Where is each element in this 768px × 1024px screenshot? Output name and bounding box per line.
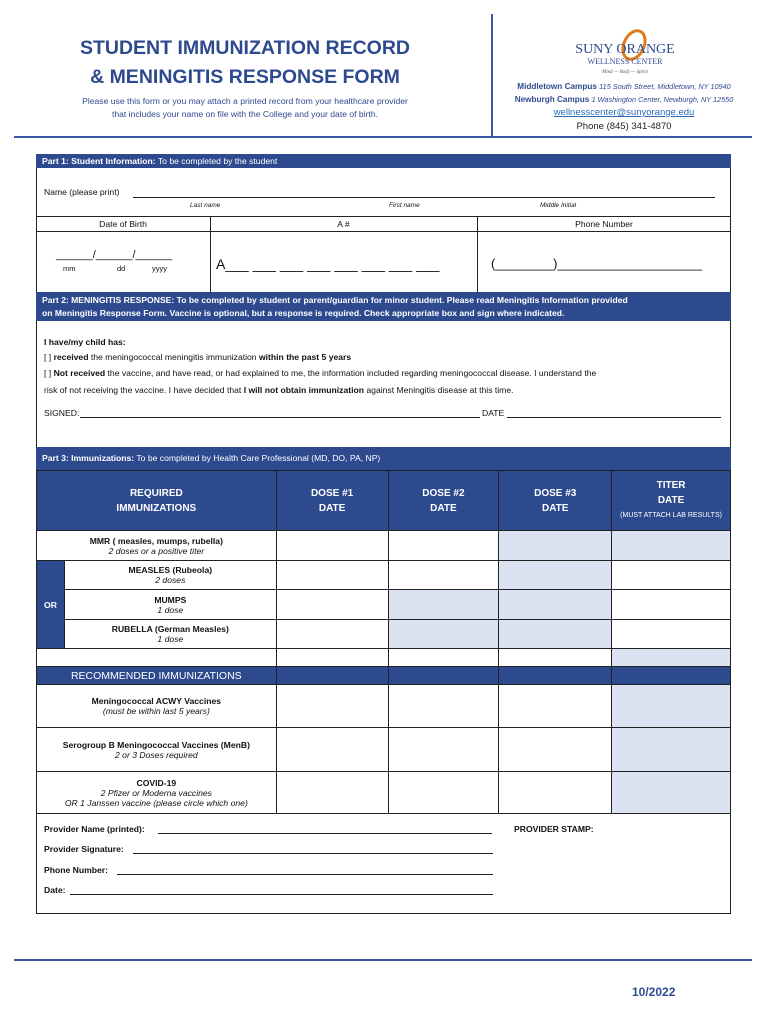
email-link[interactable]: wellnesscenter@sunyorange.edu (553, 107, 695, 118)
table-cell (276, 649, 388, 667)
provider-signature-input[interactable] (133, 853, 493, 854)
header-rule (14, 136, 752, 138)
dose1-field[interactable] (276, 728, 388, 772)
titer-field[interactable] (612, 561, 731, 590)
measles-cell: MEASLES (Rubeola) 2 doses (64, 561, 276, 590)
dose2-field[interactable] (388, 561, 499, 590)
dose1-field[interactable] (276, 772, 388, 814)
table-header-row (37, 471, 731, 531)
dose1-field[interactable] (276, 620, 388, 649)
first-name-caption: First name (389, 202, 420, 209)
dob-mm: mm (63, 264, 76, 273)
dose3-field[interactable] (499, 685, 612, 728)
titer-field (612, 728, 731, 772)
col-required: REQUIRED IMMUNIZATIONS (37, 471, 277, 531)
provider-phone-label: Phone Number: (44, 865, 108, 875)
recommended-heading: RECOMMENDED IMMUNIZATIONS (37, 667, 277, 685)
table-row (37, 620, 731, 649)
phone-header: Phone Number (575, 219, 633, 229)
name-input[interactable] (133, 197, 715, 198)
part1-heading: Part 1: Student Information: To be completed by the student (36, 154, 731, 168)
option-not-received-cont: risk of not receiving the vaccine. I have decided that I will not obtain immunization against Meningitis disease at this time. (44, 385, 514, 395)
name-label: Name (please print) (44, 187, 120, 197)
table-row (37, 590, 731, 620)
logo-sub: WELLNESS CENTER (587, 57, 663, 66)
mmr-cell: MMR ( measles, mumps, rubella) 2 doses or a positive titer (37, 531, 277, 561)
part2-heading: Part 2: MENINGITIS RESPONSE: To be completed by student or parent/guardian for minor student. Please read Meningitis Information provided on Meningitis Response Form. Vaccine is optional, but a response is required. Check appropriate box and sign where indicated. (36, 292, 731, 321)
dose2-field[interactable] (388, 531, 499, 561)
provider-stamp-label: PROVIDER STAMP: (514, 824, 594, 834)
table-row (37, 649, 731, 667)
col-titer: TITER DATE (MUST ATTACH LAB RESULTS) (612, 471, 731, 531)
form-version: 10/2022 (632, 985, 676, 999)
form-title-line2: & MENINGITIS RESPONSE FORM (90, 66, 400, 88)
middle-initial-caption: Middle Initial (540, 202, 577, 209)
newburgh-campus: Newburgh Campus 1 Washington Center, Newburgh, NY 12550 (514, 95, 734, 104)
rubella-cell: RUBELLA (German Measles) 1 dose (64, 620, 276, 649)
titer-field[interactable] (612, 531, 731, 561)
provider-date-input[interactable] (70, 894, 493, 895)
form-subtitle-line2: that includes your name on file with the College and your date of birth. (111, 109, 379, 119)
meningococcal-cell: Meningococcal ACWY Vaccines (must be within last 5 years) (37, 685, 277, 728)
col-dose3: DOSE #3 DATE (499, 471, 612, 531)
table-cell (499, 667, 612, 685)
middletown-campus: Middletown Campus 115 South Street, Middletown, NY 10940 (517, 82, 731, 91)
dob-input[interactable]: ______/______/______ (56, 249, 173, 261)
date-input[interactable] (507, 417, 721, 418)
titer-field (612, 685, 731, 728)
titer-field[interactable] (612, 620, 731, 649)
provider-date-label: Date: (44, 885, 66, 895)
suny-orange-logo (560, 26, 690, 80)
part2-intro: I have/my child has: (44, 337, 126, 347)
dob-yyyy: yyyy (152, 264, 167, 273)
dose2-field (388, 590, 499, 620)
header-divider (491, 14, 493, 136)
option-not-received[interactable]: [ ] Not received the vaccine, and have read, or had explained to me, the information included regarding meningococcal disease. I understand the (44, 368, 597, 378)
logo-tagline: Mind — Body — Spirit (602, 70, 648, 75)
table-row (37, 772, 731, 814)
table-row (37, 531, 731, 561)
dob-dd: dd (117, 264, 126, 273)
table-row (37, 561, 731, 590)
table-row (37, 728, 731, 772)
dose2-field[interactable] (388, 685, 499, 728)
table-cell (276, 667, 388, 685)
col-dose2: DOSE #2 DATE (388, 471, 499, 531)
signature-input[interactable] (80, 417, 480, 418)
table-cell (37, 649, 277, 667)
dose1-field[interactable] (276, 590, 388, 620)
anum-header: A # (337, 219, 350, 229)
last-name-caption: Last name (190, 202, 221, 209)
dose3-field (499, 531, 612, 561)
menb-cell: Serogroup B Meningococcal Vaccines (MenB) 2 or 3 Doses required (37, 728, 277, 772)
table-row (37, 685, 731, 728)
table-cell (612, 649, 731, 667)
row-rule (36, 231, 731, 232)
option-received[interactable]: [ ] received the meningococcal meningitis immunization within the past 5 years (44, 352, 352, 362)
or-label: OR (37, 561, 65, 649)
form-subtitle-line1: Please use this form or you may attach a printed record from your healthcare provider (82, 96, 408, 106)
dose2-field (388, 620, 499, 649)
dose3-field (499, 620, 612, 649)
dose3-field (499, 590, 612, 620)
phone-input[interactable]: (________)____________________ (491, 256, 703, 271)
dob-header: Date of Birth (99, 219, 147, 229)
table-cell (388, 649, 499, 667)
logo-name: SUNY ORANGE (575, 42, 675, 57)
dose2-field[interactable] (388, 772, 499, 814)
dose2-field[interactable] (388, 728, 499, 772)
dose3-field[interactable] (499, 772, 612, 814)
table-cell (499, 649, 612, 667)
dose1-field[interactable] (276, 685, 388, 728)
form-title-line1: STUDENT IMMUNIZATION RECORD (79, 37, 411, 59)
dose1-field[interactable] (276, 561, 388, 590)
footer-rule (14, 959, 752, 961)
provider-phone-input[interactable] (117, 874, 493, 875)
provider-signature-label: Provider Signature: (44, 844, 124, 854)
mumps-cell: MUMPS 1 dose (64, 590, 276, 620)
provider-name-label: Provider Name (printed): (44, 824, 145, 834)
titer-field (612, 772, 731, 814)
titer-field[interactable] (612, 590, 731, 620)
immunization-table (36, 470, 731, 814)
contact-phone: Phone (845) 341-4870 (576, 121, 672, 132)
provider-name-input[interactable] (158, 833, 492, 834)
part3-heading: Part 3: Immunizations: To be completed by Health Care Professional (MD, DO, PA, NP) (36, 447, 731, 470)
col-dose1: DOSE #1 DATE (276, 471, 388, 531)
row-rule (36, 216, 731, 217)
dose1-field[interactable] (276, 531, 388, 561)
table-row (37, 667, 731, 685)
dose3-field (499, 561, 612, 590)
dose3-field[interactable] (499, 728, 612, 772)
covid-cell: COVID-19 2 Pfizer or Moderna vaccines OR 1 Janssen vaccine (please circle which one) (37, 772, 277, 814)
signed-label: SIGNED: (44, 408, 80, 418)
table-cell (612, 667, 731, 685)
anum-input[interactable]: A___ ___ ___ ___ ___ ___ ___ ___ (216, 256, 440, 272)
date-label: DATE (482, 408, 505, 418)
table-cell (388, 667, 499, 685)
